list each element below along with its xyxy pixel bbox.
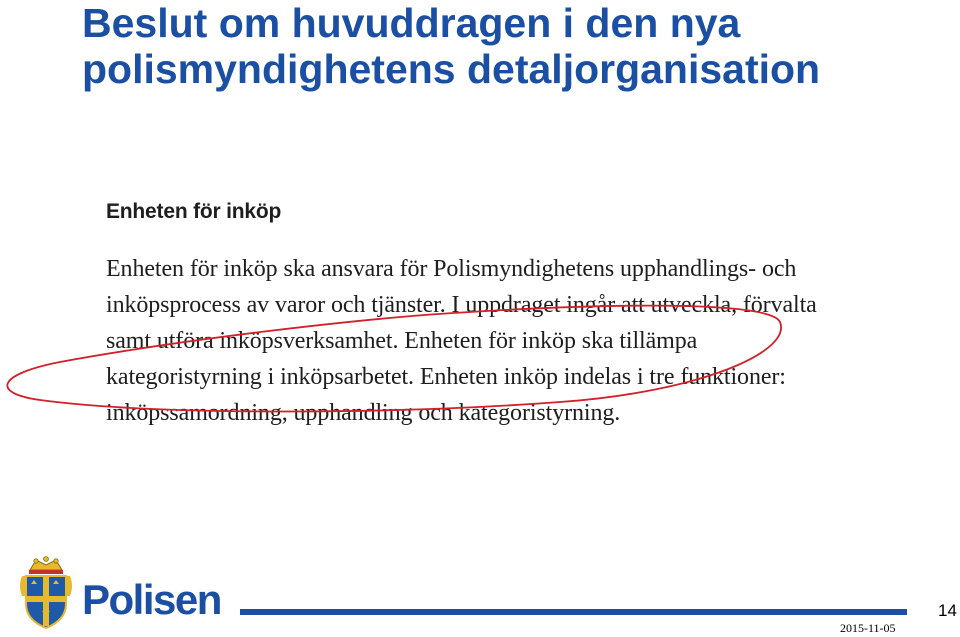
excerpt-line: inköpsprocess av varor och tjänster. I uppdraget ingår att utveckla, förvalta <box>106 292 817 318</box>
polisen-logo: Polisen <box>82 576 221 623</box>
footer-date: 2015-11-05 <box>840 621 896 635</box>
slide-title-line-2: polismyndighetens detaljorganisation <box>82 46 821 92</box>
swedish-police-crest-icon <box>16 556 76 632</box>
page-number: 14 <box>938 601 957 620</box>
document-excerpt <box>106 196 896 431</box>
excerpt-line: kategoristyrning i inköpsarbetet. Enheten inköp indelas i tre funktioner: <box>106 364 786 390</box>
excerpt-line: inköpssamordning, upphandling och kategoristyrning. <box>106 400 621 426</box>
excerpt-line: Enheten för inköp ska ansvara för Polismyndighetens upphandlings- och <box>106 256 797 282</box>
excerpt-heading: Enheten för inköp <box>106 200 282 223</box>
footer-divider <box>240 609 907 615</box>
slide-title <box>82 0 942 92</box>
slide-title-line-1: Beslut om huvuddragen i den nya <box>82 0 741 46</box>
excerpt-line: samt utföra inköpsverksamhet. Enheten för inköp ska tillämpa <box>106 328 698 354</box>
